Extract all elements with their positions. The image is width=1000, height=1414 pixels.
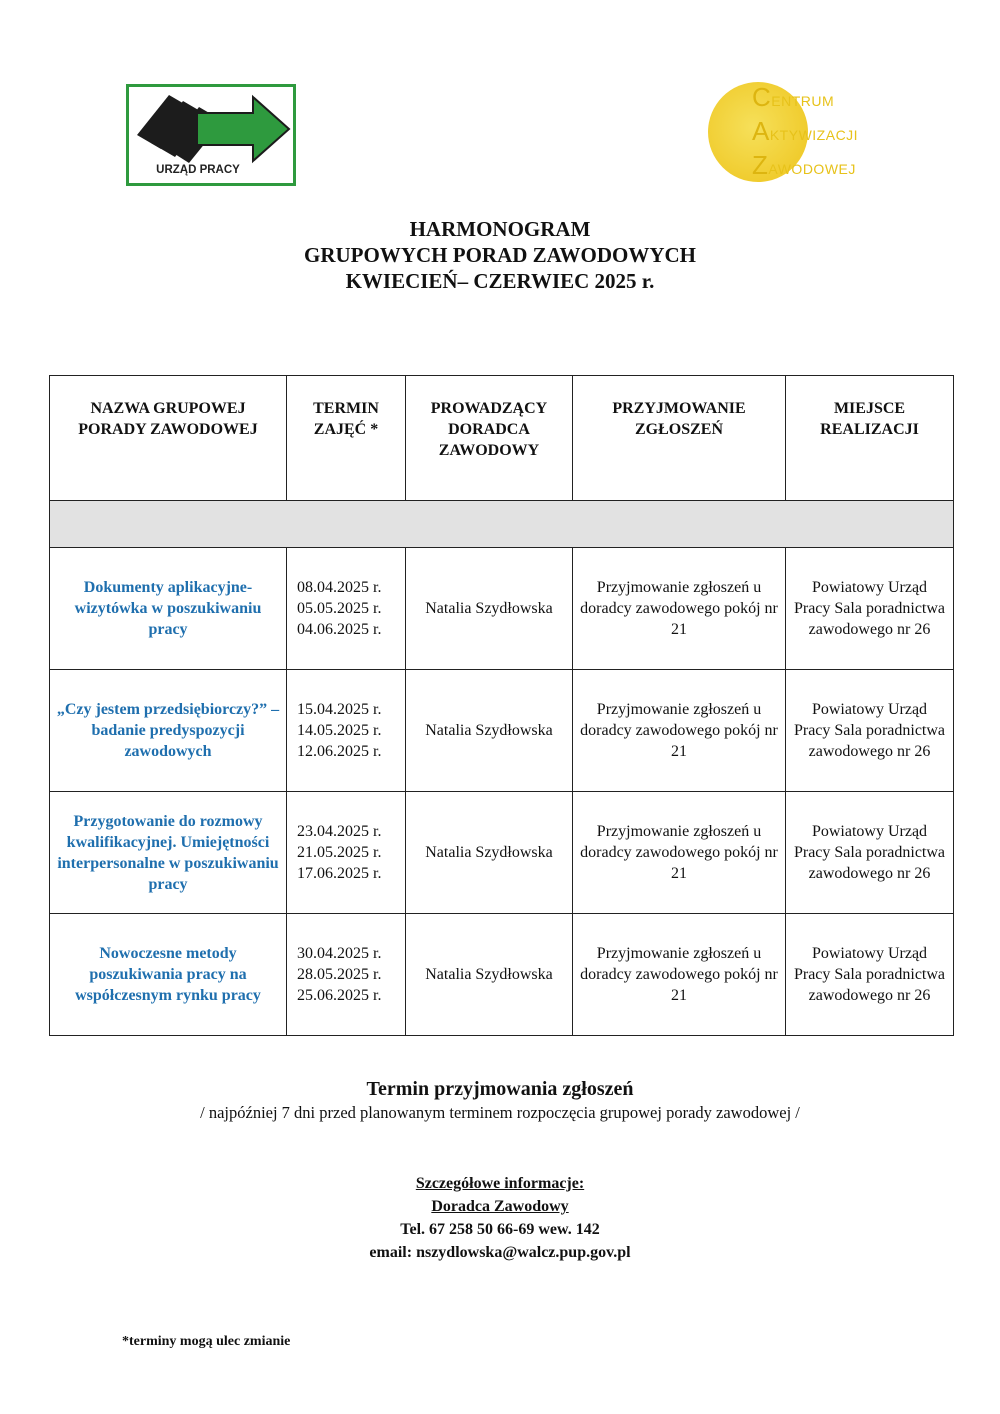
title-line-3: KWIECIEŃ– CZERWIEC 2025 r. (345, 269, 655, 293)
cav-line-2: AKTYWIZACJI (752, 116, 859, 146)
session-place: Powiatowy Urząd Pracy Sala poradnictwa zawodowego nr 26 (786, 548, 954, 670)
session-date: 12.06.2025 r. (297, 743, 382, 760)
session-registration: Przyjmowanie zgłoszeń u doradcy zawodowego pokój nr 21 (573, 670, 786, 792)
cav-line-3: ZAWODOWEJ (752, 150, 856, 180)
session-date: 17.06.2025 r. (297, 865, 382, 882)
session-advisor: Natalia Szydłowska (406, 548, 573, 670)
info-email: email: nszydlowska@walcz.pup.gov.pl (369, 1244, 631, 1261)
header-place: MIEJSCE REALIZACJI (786, 376, 954, 501)
contact-info (0, 1172, 1000, 1264)
session-date: 23.04.2025 r. (297, 823, 382, 840)
session-name: Nowoczesne metody poszukiwania pracy na współczesnym rynku pracy (50, 914, 287, 1036)
centrum-aktywizacji-logo (700, 80, 890, 190)
session-name: „Czy jestem przedsiębiorczy?” – badanie predyspozycji zawodowych (50, 670, 287, 792)
header-dates: TERMIN ZAJĘĆ * (287, 376, 406, 501)
session-date: 04.06.2025 r. (297, 621, 382, 638)
session-registration: Przyjmowanie zgłoszeń u doradcy zawodowego pokój nr 21 (573, 548, 786, 670)
table-header-row (50, 376, 954, 501)
session-name: Dokumenty aplikacyjne- wizytówka w poszukiwaniu pracy (50, 548, 287, 670)
session-date: 05.05.2025 r. (297, 600, 382, 617)
session-date: 21.05.2025 r. (297, 844, 382, 861)
deadline-note: / najpóźniej 7 dni przed planowanym terminem rozpoczęcia grupowej porady zawodowej / (200, 1103, 800, 1122)
session-registration: Przyjmowanie zgłoszeń u doradcy zawodowego pokój nr 21 (573, 792, 786, 914)
header-name: NAZWA GRUPOWEJ PORADY ZAWODOWEJ (50, 376, 287, 501)
session-date: 30.04.2025 r. (297, 945, 382, 962)
session-dates (287, 914, 406, 1036)
schedule-table (49, 375, 954, 1036)
session-name: Przygotowanie do rozmowy kwalifikacyjnej. Umiejętności interpersonalne w poszukiwaniu pracy (50, 792, 287, 914)
session-dates (287, 670, 406, 792)
info-role: Doradca Zawodowy (431, 1198, 569, 1215)
session-date: 25.06.2025 r. (297, 987, 382, 1004)
title-line-1: HARMONOGRAM (409, 217, 591, 241)
table-row (50, 548, 954, 670)
session-place: Powiatowy Urząd Pracy Sala poradnictwa zawodowego nr 26 (786, 670, 954, 792)
session-place: Powiatowy Urząd Pracy Sala poradnictwa zawodowego nr 26 (786, 792, 954, 914)
table-spacer-row (50, 501, 954, 548)
session-date: 08.04.2025 r. (297, 579, 382, 596)
deadline-heading: Termin przyjmowania zgłoszeń (366, 1078, 634, 1100)
session-advisor: Natalia Szydłowska (406, 670, 573, 792)
spacer-cell (50, 501, 954, 548)
session-date: 28.05.2025 r. (297, 966, 382, 983)
session-advisor: Natalia Szydłowska (406, 914, 573, 1036)
session-dates (287, 548, 406, 670)
table-row (50, 792, 954, 914)
session-date: 15.04.2025 r. (297, 701, 382, 718)
header-advisor: PROWADZĄCY DORADCA ZAWODOWY (406, 376, 573, 501)
cav-line-1: CENTRUM (752, 82, 835, 112)
session-dates (287, 792, 406, 914)
title-line-2: GRUPOWYCH PORAD ZAWODOWYCH (304, 243, 696, 267)
table-row (50, 670, 954, 792)
footnote: *terminy mogą ulec zmianie (122, 1334, 291, 1349)
urzad-pracy-logo-text: URZĄD PRACY (156, 164, 240, 176)
session-place: Powiatowy Urząd Pracy Sala poradnictwa zawodowego nr 26 (786, 914, 954, 1036)
info-heading: Szczegółowe informacje: (415, 1175, 585, 1192)
header-registration: PRZYJMOWANIE ZGŁOSZEŃ (573, 376, 786, 501)
info-phone: Tel. 67 258 50 66-69 wew. 142 (400, 1221, 600, 1238)
session-advisor: Natalia Szydłowska (406, 792, 573, 914)
table-row (50, 914, 954, 1036)
session-registration: Przyjmowanie zgłoszeń u doradcy zawodowego pokój nr 21 (573, 914, 786, 1036)
urzad-pracy-logo (126, 84, 296, 186)
session-date: 14.05.2025 r. (297, 722, 382, 739)
document-title (0, 216, 1000, 294)
deadline-section (0, 1076, 1000, 1124)
